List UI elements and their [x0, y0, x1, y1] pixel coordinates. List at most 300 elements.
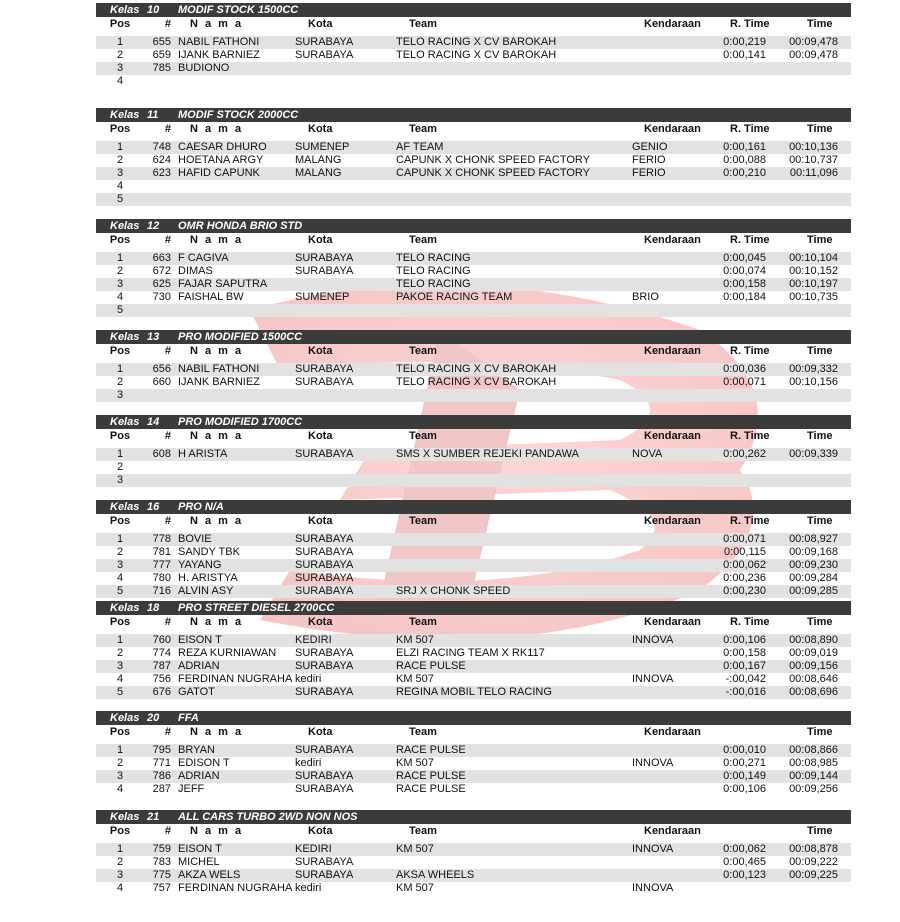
column-header-row: [96, 824, 851, 838]
cell-pos: 1: [116, 634, 124, 646]
cell-kend: INNOVA: [632, 634, 674, 646]
result-row: [96, 686, 851, 699]
cell-pos: 1: [116, 363, 124, 375]
class-number: 20: [147, 712, 160, 724]
cell-team: ELZI RACING TEAM X RK117: [396, 647, 545, 659]
cell-nama: HOETANA ARGY: [178, 154, 264, 166]
cell-kota: SURABAYA: [295, 448, 354, 460]
cell-no: 756: [152, 673, 171, 685]
cell-t: 00:09,168: [789, 546, 838, 558]
cell-t: 00:10,136: [789, 141, 838, 153]
cell-team: RACE PULSE: [396, 660, 466, 672]
result-row: [96, 585, 851, 598]
column-header-row: [96, 725, 851, 739]
cell-pos: 1: [116, 533, 124, 545]
cell-rt: 0:00,010: [723, 744, 766, 756]
cell-kota: MALANG: [295, 154, 342, 166]
header-nama: N a m a: [190, 18, 244, 30]
column-header-row: [96, 429, 851, 443]
header-kend: Kendaraan: [644, 825, 701, 837]
class-label: Kelas: [110, 602, 140, 614]
cell-kend: INNOVA: [632, 882, 674, 894]
cell-rt: 0:00,074: [723, 265, 766, 277]
class-label: Kelas: [110, 416, 140, 428]
cell-team: CAPUNK X CHONK SPEED FACTORY: [396, 154, 590, 166]
header-kend: Kendaraan: [644, 18, 701, 30]
cell-pos: 3: [116, 559, 124, 571]
cell-team: KM 507: [396, 757, 434, 769]
result-row: [96, 75, 851, 88]
cell-t: 00:11,096: [789, 167, 838, 179]
cell-no: 663: [152, 252, 171, 264]
result-row: [96, 252, 851, 265]
cell-no: 795: [152, 744, 171, 756]
header-nama: N a m a: [190, 515, 244, 527]
header-rt: R. Time: [730, 616, 770, 628]
cell-kota: SURABAYA: [295, 265, 354, 277]
cell-kota: SURABAYA: [295, 533, 354, 545]
header-no: #: [164, 515, 171, 527]
class-section-13: [96, 330, 851, 402]
class-label: Kelas: [110, 501, 140, 513]
cell-pos: 2: [116, 376, 124, 388]
cell-pos: 3: [116, 167, 124, 179]
cell-nama: SANDY TBK: [178, 546, 240, 558]
cell-t: 00:09,285: [789, 585, 838, 597]
result-row: [96, 141, 851, 154]
cell-rt: 0:00,036: [723, 363, 766, 375]
header-team: Team: [409, 123, 437, 135]
cell-kota: SURABAYA: [295, 36, 354, 48]
result-row: [96, 363, 851, 376]
header-nama: N a m a: [190, 345, 244, 357]
cell-team: TELO RACING: [396, 265, 471, 277]
cell-kota: SURABAYA: [295, 363, 354, 375]
header-team: Team: [409, 430, 437, 442]
header-no: #: [164, 234, 171, 246]
header-kota: Kota: [308, 726, 333, 738]
cell-rt: 0:00,465: [723, 856, 766, 868]
cell-no: 777: [152, 559, 171, 571]
cell-kota: SURABAYA: [295, 647, 354, 659]
header-pos: Pos: [109, 515, 131, 527]
cell-pos: 4: [116, 673, 124, 685]
cell-nama: YAYANG: [178, 559, 222, 571]
class-title-bar: [96, 500, 851, 514]
cell-no: 716: [152, 585, 171, 597]
header-team: Team: [409, 616, 437, 628]
result-row: [96, 154, 851, 167]
header-rt: R. Time: [730, 234, 770, 246]
header-kend: Kendaraan: [644, 234, 701, 246]
cell-no: 656: [152, 363, 171, 375]
cell-team: PAKOE RACING TEAM: [396, 291, 513, 303]
result-row: [96, 36, 851, 49]
cell-pos: 2: [116, 154, 124, 166]
class-title-bar: [96, 415, 851, 429]
header-rt: R. Time: [730, 123, 770, 135]
cell-nama: IJANK BARNIEZ: [178, 376, 260, 388]
header-pos: Pos: [109, 726, 131, 738]
cell-nama: NABIL FATHONI: [178, 363, 260, 375]
cell-t: 00:08,646: [789, 673, 838, 685]
cell-no: 655: [152, 36, 171, 48]
cell-team: RACE PULSE: [396, 770, 466, 782]
cell-rt: 0:00,088: [723, 154, 766, 166]
class-number: 14: [147, 416, 160, 428]
header-pos: Pos: [109, 616, 131, 628]
header-kend: Kendaraan: [644, 515, 701, 527]
cell-kota: KEDIRI: [295, 843, 332, 855]
cell-nama: IJANK BARNIEZ: [178, 49, 260, 61]
result-row: [96, 869, 851, 882]
cell-rt: 0:00,184: [723, 291, 766, 303]
result-row: [96, 572, 851, 585]
cell-rt: 0:00,158: [723, 647, 766, 659]
cell-kend: INNOVA: [632, 757, 674, 769]
class-name: PRO MODIFIED 1500CC: [178, 331, 303, 343]
result-row: [96, 757, 851, 770]
header-t: Time: [807, 515, 833, 527]
header-no: #: [164, 430, 171, 442]
header-no: #: [164, 825, 171, 837]
cell-pos: 2: [116, 647, 124, 659]
result-row: [96, 265, 851, 278]
header-kota: Kota: [308, 345, 333, 357]
cell-pos: 2: [116, 49, 124, 61]
cell-t: 00:08,878: [789, 843, 838, 855]
cell-team: TELO RACING X CV BAROKAH: [396, 363, 557, 375]
result-row: [96, 843, 851, 856]
header-pos: Pos: [109, 825, 131, 837]
cell-kota: SURABAYA: [295, 686, 354, 698]
cell-t: 00:09,332: [789, 363, 838, 375]
cell-kota: SURABAYA: [295, 585, 354, 597]
cell-t: 00:09,019: [789, 647, 838, 659]
header-kota: Kota: [308, 18, 333, 30]
cell-kota: SURABAYA: [295, 770, 354, 782]
cell-t: 00:10,104: [789, 252, 838, 264]
cell-team: TELO RACING X CV BAROKAH: [396, 49, 557, 61]
class-title-bar: [96, 3, 851, 17]
class-section-14: [96, 415, 851, 487]
cell-rt: 0:00,161: [723, 141, 766, 153]
cell-team: KM 507: [396, 634, 434, 646]
header-t: Time: [807, 123, 833, 135]
cell-no: 774: [152, 647, 171, 659]
cell-rt: 0:00,158: [723, 278, 766, 290]
result-row: [96, 448, 851, 461]
cell-team: CAPUNK X CHONK SPEED FACTORY: [396, 167, 590, 179]
result-row: [96, 559, 851, 572]
cell-rt: 0:00,219: [723, 36, 766, 48]
class-section-18: [96, 601, 851, 699]
header-t: Time: [807, 430, 833, 442]
class-title-bar: [96, 108, 851, 122]
cell-kota: SURABAYA: [295, 572, 354, 584]
results-sheet: [96, 0, 851, 895]
cell-nama: BRYAN: [178, 744, 215, 756]
cell-t: 00:09,478: [789, 36, 838, 48]
cell-team: SRJ X CHONK SPEED: [396, 585, 511, 597]
class-title-bar: [96, 330, 851, 344]
cell-pos: 3: [116, 278, 124, 290]
cell-nama: MICHEL: [178, 856, 220, 868]
cell-nama: AKZA WELS: [178, 869, 241, 881]
header-no: #: [164, 18, 171, 30]
class-name: MODIF STOCK 1500CC: [178, 4, 299, 16]
header-rt: R. Time: [730, 515, 770, 527]
header-no: #: [164, 616, 171, 628]
cell-kota: SURABAYA: [295, 252, 354, 264]
cell-t: 00:09,156: [789, 660, 838, 672]
cell-rt: 0:00,236: [723, 572, 766, 584]
cell-nama: FERDINAN NUGRAHA: [178, 673, 293, 685]
cell-no: 676: [152, 686, 171, 698]
header-nama: N a m a: [190, 825, 244, 837]
result-row: [96, 783, 851, 796]
cell-t: 00:10,197: [789, 278, 838, 290]
cell-rt: 0:00,262: [723, 448, 766, 460]
cell-no: 660: [152, 376, 171, 388]
cell-t: 00:08,890: [789, 634, 838, 646]
cell-t: 00:10,152: [789, 265, 838, 277]
header-kend: Kendaraan: [644, 726, 701, 738]
cell-nama: EDISON T: [178, 757, 230, 769]
result-row: [96, 744, 851, 757]
header-team: Team: [409, 726, 437, 738]
cell-kota: SURABAYA: [295, 783, 354, 795]
cell-nama: H. ARISTYA: [178, 572, 238, 584]
header-t: Time: [807, 616, 833, 628]
cell-no: 623: [152, 167, 171, 179]
cell-pos: 4: [116, 882, 124, 894]
cell-t: 00:09,225: [789, 869, 838, 881]
cell-rt: 0:00,167: [723, 660, 766, 672]
cell-kend: INNOVA: [632, 843, 674, 855]
cell-pos: 4: [116, 572, 124, 584]
cell-pos: 4: [116, 783, 124, 795]
cell-nama: DIMAS: [178, 265, 213, 277]
class-title-bar: [96, 810, 851, 824]
result-row: [96, 770, 851, 783]
cell-team: TELO RACING X CV BAROKAH: [396, 36, 557, 48]
cell-pos: 3: [116, 62, 124, 74]
class-title-bar: [96, 601, 851, 615]
cell-team: KM 507: [396, 882, 434, 894]
cell-rt: 0:00,230: [723, 585, 766, 597]
cell-t: 00:08,696: [789, 686, 838, 698]
cell-kend: GENIO: [632, 141, 668, 153]
header-kend: Kendaraan: [644, 616, 701, 628]
cell-nama: H ARISTA: [178, 448, 228, 460]
cell-no: 672: [152, 265, 171, 277]
cell-kota: SUMENEP: [295, 291, 350, 303]
cell-rt: 0:00,071: [723, 533, 766, 545]
cell-kota: SURABAYA: [295, 559, 354, 571]
result-row: [96, 546, 851, 559]
cell-kota: kediri: [295, 757, 322, 769]
result-row: [96, 461, 851, 474]
header-team: Team: [409, 18, 437, 30]
cell-kend: FERIO: [632, 154, 666, 166]
cell-kend: INNOVA: [632, 673, 674, 685]
header-team: Team: [409, 825, 437, 837]
result-row: [96, 193, 851, 206]
cell-nama: CAESAR DHURO: [178, 141, 267, 153]
cell-rt: 0:00,123: [723, 869, 766, 881]
cell-team: RACE PULSE: [396, 783, 466, 795]
cell-kota: SURABAYA: [295, 546, 354, 558]
cell-kota: KEDIRI: [295, 634, 332, 646]
header-kend: Kendaraan: [644, 430, 701, 442]
cell-pos: 3: [116, 389, 124, 401]
cell-nama: GATOT: [178, 686, 215, 698]
cell-rt: -:00,016: [725, 686, 766, 698]
header-kota: Kota: [308, 616, 333, 628]
cell-rt: 0:00,062: [723, 559, 766, 571]
result-row: [96, 167, 851, 180]
cell-kend: FERIO: [632, 167, 666, 179]
cell-pos: 4: [116, 180, 124, 192]
cell-team: AF TEAM: [396, 141, 444, 153]
cell-team: SMS X SUMBER REJEKI PANDAWA: [396, 448, 579, 460]
class-title-bar: [96, 711, 851, 725]
header-team: Team: [409, 234, 437, 246]
header-kend: Kendaraan: [644, 123, 701, 135]
class-name: PRO MODIFIED 1700CC: [178, 416, 303, 428]
cell-kota: SURABAYA: [295, 744, 354, 756]
cell-team: RACE PULSE: [396, 744, 466, 756]
cell-pos: 5: [116, 304, 124, 316]
cell-pos: 3: [116, 660, 124, 672]
class-section-10: [96, 3, 851, 88]
cell-nama: HAFID CAPUNK: [178, 167, 260, 179]
cell-t: 00:10,156: [789, 376, 838, 388]
cell-kota: SUMENEP: [295, 141, 350, 153]
class-name: FFA: [178, 712, 199, 724]
cell-no: 730: [152, 291, 171, 303]
cell-t: 00:09,144: [789, 770, 838, 782]
cell-nama: FERDINAN NUGRAHA: [178, 882, 293, 894]
result-row: [96, 660, 851, 673]
cell-no: 625: [152, 278, 171, 290]
result-row: [96, 49, 851, 62]
cell-t: 00:08,985: [789, 757, 838, 769]
class-section-12: [96, 219, 851, 317]
result-row: [96, 376, 851, 389]
result-row: [96, 673, 851, 686]
class-name: MODIF STOCK 2000CC: [178, 109, 299, 121]
cell-no: 785: [152, 62, 171, 74]
class-label: Kelas: [110, 220, 140, 232]
cell-rt: 0:00,210: [723, 167, 766, 179]
header-pos: Pos: [109, 345, 131, 357]
cell-team: AKSA WHEELS: [396, 869, 475, 881]
cell-no: 771: [152, 757, 171, 769]
cell-kend: NOVA: [632, 448, 663, 460]
cell-no: 287: [152, 783, 171, 795]
class-label: Kelas: [110, 331, 140, 343]
cell-team: TELO RACING: [396, 278, 471, 290]
header-rt: R. Time: [730, 345, 770, 357]
cell-pos: 3: [116, 869, 124, 881]
cell-pos: 2: [116, 546, 124, 558]
cell-pos: 3: [116, 474, 124, 486]
cell-no: 624: [152, 154, 171, 166]
cell-rt: 0:00,045: [723, 252, 766, 264]
column-header-row: [96, 615, 851, 629]
cell-no: 748: [152, 141, 171, 153]
cell-rt: 0:00,149: [723, 770, 766, 782]
class-name: PRO N/A: [178, 501, 224, 513]
cell-no: 608: [152, 448, 171, 460]
cell-t: 00:09,256: [789, 783, 838, 795]
header-nama: N a m a: [190, 430, 244, 442]
header-t: Time: [807, 18, 833, 30]
header-pos: Pos: [109, 18, 131, 30]
class-number: 13: [147, 331, 160, 343]
cell-nama: FAISHAL BW: [178, 291, 244, 303]
cell-no: 775: [152, 869, 171, 881]
cell-nama: F CAGIVA: [178, 252, 229, 264]
cell-kota: SURABAYA: [295, 869, 354, 881]
column-header-row: [96, 17, 851, 31]
header-kota: Kota: [308, 123, 333, 135]
cell-rt: -:00,042: [725, 673, 766, 685]
cell-team: KM 507: [396, 673, 434, 685]
header-t: Time: [807, 234, 833, 246]
cell-no: 659: [152, 49, 171, 61]
cell-no: 757: [152, 882, 171, 894]
column-header-row: [96, 122, 851, 136]
cell-kota: SURABAYA: [295, 376, 354, 388]
result-row: [96, 634, 851, 647]
cell-pos: 2: [116, 856, 124, 868]
cell-t: 00:08,927: [789, 533, 838, 545]
result-row: [96, 882, 851, 895]
header-no: #: [164, 123, 171, 135]
cell-no: 786: [152, 770, 171, 782]
cell-pos: 3: [116, 770, 124, 782]
result-row: [96, 278, 851, 291]
cell-pos: 2: [116, 757, 124, 769]
header-team: Team: [409, 345, 437, 357]
result-row: [96, 62, 851, 75]
class-number: 16: [147, 501, 160, 513]
cell-nama: ADRIAN: [178, 770, 220, 782]
cell-t: 00:09,478: [789, 49, 838, 61]
class-section-11: [96, 108, 851, 206]
cell-pos: 1: [116, 448, 124, 460]
header-rt: R. Time: [730, 18, 770, 30]
cell-kota: kediri: [295, 673, 322, 685]
header-nama: N a m a: [190, 123, 244, 135]
header-pos: Pos: [109, 430, 131, 442]
cell-nama: ADRIAN: [178, 660, 220, 672]
header-t: Time: [807, 345, 833, 357]
cell-pos: 1: [116, 744, 124, 756]
result-row: [96, 304, 851, 317]
header-kota: Kota: [308, 234, 333, 246]
cell-rt: 0:00,062: [723, 843, 766, 855]
cell-t: 00:09,230: [789, 559, 838, 571]
class-number: 12: [147, 220, 160, 232]
cell-rt: 0:00,141: [723, 49, 766, 61]
cell-no: 781: [152, 546, 171, 558]
result-row: [96, 291, 851, 304]
column-header-row: [96, 514, 851, 528]
